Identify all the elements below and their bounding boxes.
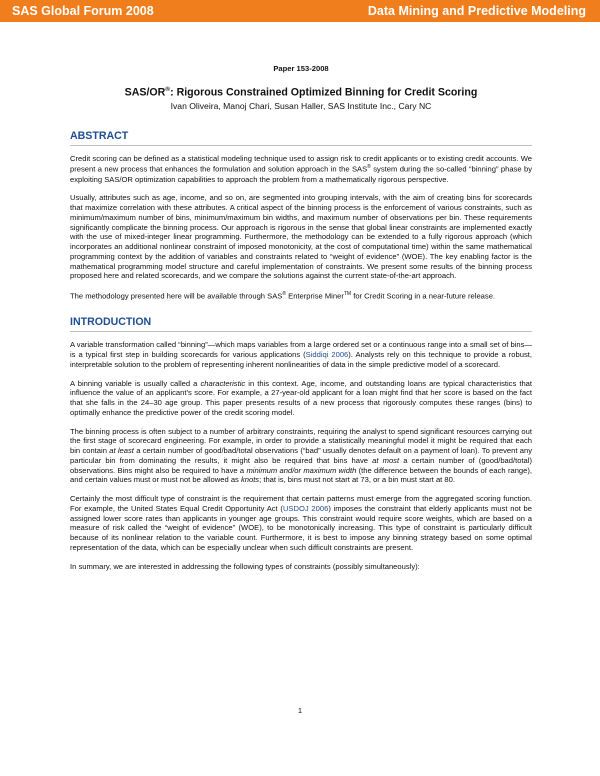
intro-p3-text-b: a certain number of good/bad/total observations (“bad” usually denotes default on a payment of loan). To prevent any particular bin from dominating the results, it might also be required that bins have [70, 446, 533, 465]
title-part-1: SAS/OR [124, 86, 166, 99]
intro-p4-text-b: ) imposes the constraint that elderly applicants must not be assigned lower score rates than applicants in younger age groups. This constraint would require score weights, which are based on a measure of risk called the “weight of evidence” (WOE), to be monotonically increasing. This type of constraint is particularly difficult because of its nonlinear relation to the variable count. Furthermore, it is best to impose any binning strategy based on some optimal representation of the data, which can be especially unclear when such difficult constraints are present. [70, 503, 532, 552]
abstract-p3-sup-1: ® [282, 291, 287, 298]
abstract-p3-sup-2: TM [343, 291, 352, 298]
track-name: Data Mining and Predictive Modeling [367, 4, 586, 18]
abstract-p3-text-b: Enterprise Miner [286, 291, 344, 301]
abstract-body [70, 154, 532, 302]
intro-p3-text-c: a certain number of (good/bad/total) observations. Bins might also be required to have a [70, 455, 532, 475]
intro-p3-text-e: ; that is, bins must not start at 73, or a bin must start at 80. [259, 475, 455, 485]
introduction-body [70, 340, 532, 571]
intro-p2-emphasis: characteristic [200, 378, 246, 388]
title-registered-mark: ® [165, 86, 171, 93]
intro-paragraph-3 [70, 427, 532, 486]
intro-p2-text-b: in this context. Age, income, and outstanding loans are typical characteristics that influence the value of an applicant’s score. For example, a 27-year-old applicant for a loan might find that her score is based on the fact that she falls in the 24–30 age group. This paper presents results of a new process that rigorously computes these ranges (bins) to optimally enhance the predictive power of the credit scoring model. [70, 378, 532, 417]
abstract-paragraph-2: Usually, attributes such as age, income, and so on, are segmented into grouping intervals, with the aim of creating bins for scorecards that maximize correlation with these attributes. A critical aspect of the binning process is the enforcement of various constraints, such as minimum/maximum number of bins, minimum/maximum bin widths, and maximum number of observations per bin. These requirements significantly complicate the binning process. Our approach is rigorous in the sense that global linear constraints are implemented exactly with the use of mixed-integer linear programming. Furthermore, the methodology can be extended to a fully rigorous approach (which incorporates an additional nonlinear constraint of imposed monotonicity, at the cost of computational time) within the same mathematical programming context by the addition of variables and constraints related to “weight of evidence” (WOE). The key enabling factor is the mathematical programming model structure and careful implementation of constraints. We present some results of the binning process proposed here and related scorecards, and we compare the solutions against the current state-of-the-art approach. [70, 193, 532, 281]
abstract-p1-text-b: system during the so-called “binning” phase by exploiting SAS/OR optimization capabilities to approach the problem from a mathematically rigorous perspective. [70, 164, 532, 184]
intro-p1-text-a: A variable transformation called “binning”—which maps variables from a large ordered set or a continuous range into a small set of bins—is a typical first step in building scorecards for various applications ( [70, 340, 532, 360]
intro-paragraph-1 [70, 340, 532, 369]
abstract-p3-text-a: The methodology presented here will be available through SAS [70, 291, 283, 301]
introduction-heading: INTRODUCTION [70, 316, 152, 329]
abstract-p1-sup: ® [367, 164, 371, 171]
abstract-p1-text-a: Credit scoring can be defined as a statistical modeling technique used to assign risk to credit applicants or to existing credit accounts. We present a new process that enhances the formulation and solution approach in the SAS [70, 153, 532, 174]
paper-title [70, 83, 532, 100]
introduction-rule [70, 331, 532, 332]
abstract-rule [70, 145, 532, 146]
title-part-2: : Rigorous Constrained Optimized Binning for Credit Scoring [170, 86, 478, 99]
abstract-p3-text-c: for Credit Scoring in a near-future release. [351, 291, 496, 301]
intro-p3-emphasis-1: at least [109, 446, 134, 456]
intro-p1-text-b: ). Analysts rely on this technique to provide a robust, interpretable solution to the problem of representing inherent nonlinearities of data in the simple predictive model of a scorecard. [70, 350, 532, 369]
conference-name: SAS Global Forum 2008 [12, 4, 154, 18]
intro-paragraph-5: In summary, we are interested in addressing the following types of constraints (possibly simultaneously): [70, 561, 420, 571]
citation-link-usdoj[interactable]: USDOJ 2006 [282, 503, 329, 513]
abstract-paragraph-1 [70, 154, 532, 185]
header-banner [0, 0, 600, 22]
citation-link-siddiqi[interactable]: Siddiqi 2006 [305, 350, 349, 360]
abstract-paragraph-3 [70, 290, 532, 301]
intro-p2-text-a: A binning variable is usually called a [70, 378, 201, 388]
intro-paragraph-2 [70, 379, 532, 418]
abstract-heading: ABSTRACT [70, 129, 129, 142]
page-content [70, 64, 532, 580]
intro-paragraph-4 [70, 494, 532, 553]
intro-p3-text-d: (the difference between the bounds of each range), and certain values must or must not be allowed as [70, 465, 532, 485]
intro-p3-emphasis-2: at most [372, 455, 400, 465]
intro-p3-emphasis-3: minimum and/or maximum width [246, 465, 357, 475]
paper-number: Paper 153-2008 [273, 64, 329, 73]
intro-p3-text-a: The binning process is often subject to a number of arbitrary constraints, requiring the analyst to spend significant resources carrying out the first stage of scorecard engineering. For example, in order to provide a statistically meaningful model it might be required that each bin contain [70, 426, 532, 456]
intro-p3-emphasis-4: knots [240, 475, 260, 485]
intro-p4-text-a: Certainly the most difficult type of constraint is the requirement that certain patterns must emerge from the aggregated scoring function. For example, the United States Equal Credit Opportunity Act ( [70, 494, 532, 513]
authors: Ivan Oliveira, Manoj Chari, Susan Haller, SAS Institute Inc., Cary NC [170, 100, 432, 111]
page-number: 1 [297, 706, 303, 715]
